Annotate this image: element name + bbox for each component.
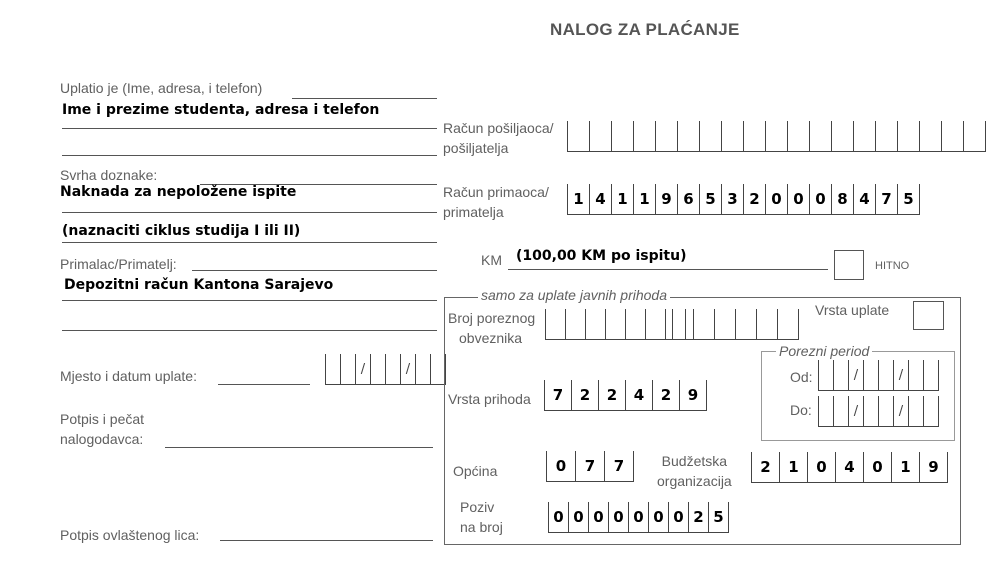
broj-poreznog-boxes-2[interactable]: [672, 309, 799, 340]
uplatio-line-2: [62, 128, 437, 129]
od-label: Od:: [790, 369, 813, 385]
potpis-nalogodavca-line[interactable]: [165, 447, 433, 448]
vrsta-prihoda-label: Vrsta prihoda: [448, 391, 531, 407]
potpis-lica-label: Potpis ovlaštenog lica:: [60, 527, 200, 543]
svrha-label: Svrha doznake:: [60, 167, 158, 183]
datum-boxes[interactable]: / /: [325, 354, 446, 385]
do-boxes[interactable]: / /: [818, 396, 939, 427]
broj-poreznog-boxes[interactable]: [545, 309, 686, 340]
potpis-nalogodavca-label: Potpis i pečat nalogodavca:: [60, 411, 145, 447]
iznos-value[interactable]: (100,00 KM po ispitu): [516, 248, 687, 264]
vrsta-prihoda-boxes[interactable]: 7 2 2 4 2 9: [544, 380, 707, 411]
svrha-value-1[interactable]: Naknada za nepoložene ispite: [60, 184, 297, 200]
racun-posiljaoca-boxes[interactable]: [567, 121, 986, 152]
iznos-line: [508, 269, 828, 270]
opcina-label: Općina: [453, 463, 498, 479]
mjesto-label: Mjesto i datum uplate:: [60, 368, 197, 384]
primalac-value[interactable]: Depozitni račun Kantona Sarajevo: [64, 277, 334, 293]
primalac-line-2: [62, 300, 437, 301]
svrha-line-2: [62, 212, 437, 213]
hitno-label: HITNO: [875, 260, 910, 272]
vrsta-uplate-label: Vrsta uplate: [815, 302, 890, 318]
budzetska-label: Budžetska organizacija: [657, 453, 732, 489]
vrsta-uplate-box[interactable]: [913, 301, 944, 330]
opcina-boxes[interactable]: 0 7 7: [546, 451, 634, 482]
od-boxes[interactable]: / /: [818, 360, 939, 391]
uplatio-line: [292, 98, 437, 99]
svrha-value-2[interactable]: (naznaciti ciklus studija I ili II): [62, 223, 301, 239]
budzetska-boxes[interactable]: 2 1 0 4 0 1 9: [751, 452, 948, 483]
uplatio-line-3: [62, 155, 437, 156]
mjesto-line[interactable]: [218, 384, 310, 385]
do-label: Do:: [790, 402, 812, 418]
racun-posiljaoca-label: Račun pošiljaoca/ pošiljatelja: [443, 120, 554, 156]
broj-poreznog-label: Broj poreznog obveznika: [448, 310, 536, 346]
primalac-line-1: [192, 270, 437, 271]
potpis-lica-line[interactable]: [220, 540, 433, 541]
racun-primaoca-boxes[interactable]: 1 4 1 1 9 6 5 3 2 0 0 0 8 4 7 5: [567, 184, 920, 215]
poziv-boxes[interactable]: 0 0 0 0 0 0 0 2 5: [548, 502, 729, 533]
uplatio-label: Uplatio je (Ime, adresa, i telefon): [60, 80, 263, 96]
km-label: KM: [481, 252, 502, 268]
primalac-line-3: [62, 330, 437, 331]
porezni-period-legend: Porezni period: [776, 343, 872, 359]
svrha-line-3: [62, 242, 437, 243]
racun-primaoca-label: Račun primaoca/ primatelja: [443, 184, 549, 220]
hitno-checkbox[interactable]: [834, 250, 864, 280]
poziv-label: Poziv na broj: [460, 499, 503, 535]
uplatio-value[interactable]: Ime i prezime studenta, adresa i telefon: [62, 102, 380, 118]
javni-prihodi-legend: samo za uplate javnih prihoda: [478, 287, 670, 303]
primalac-label: Primalac/Primatelj:: [60, 256, 177, 272]
form-title: NALOG ZA PLAĆANJE: [550, 20, 740, 39]
